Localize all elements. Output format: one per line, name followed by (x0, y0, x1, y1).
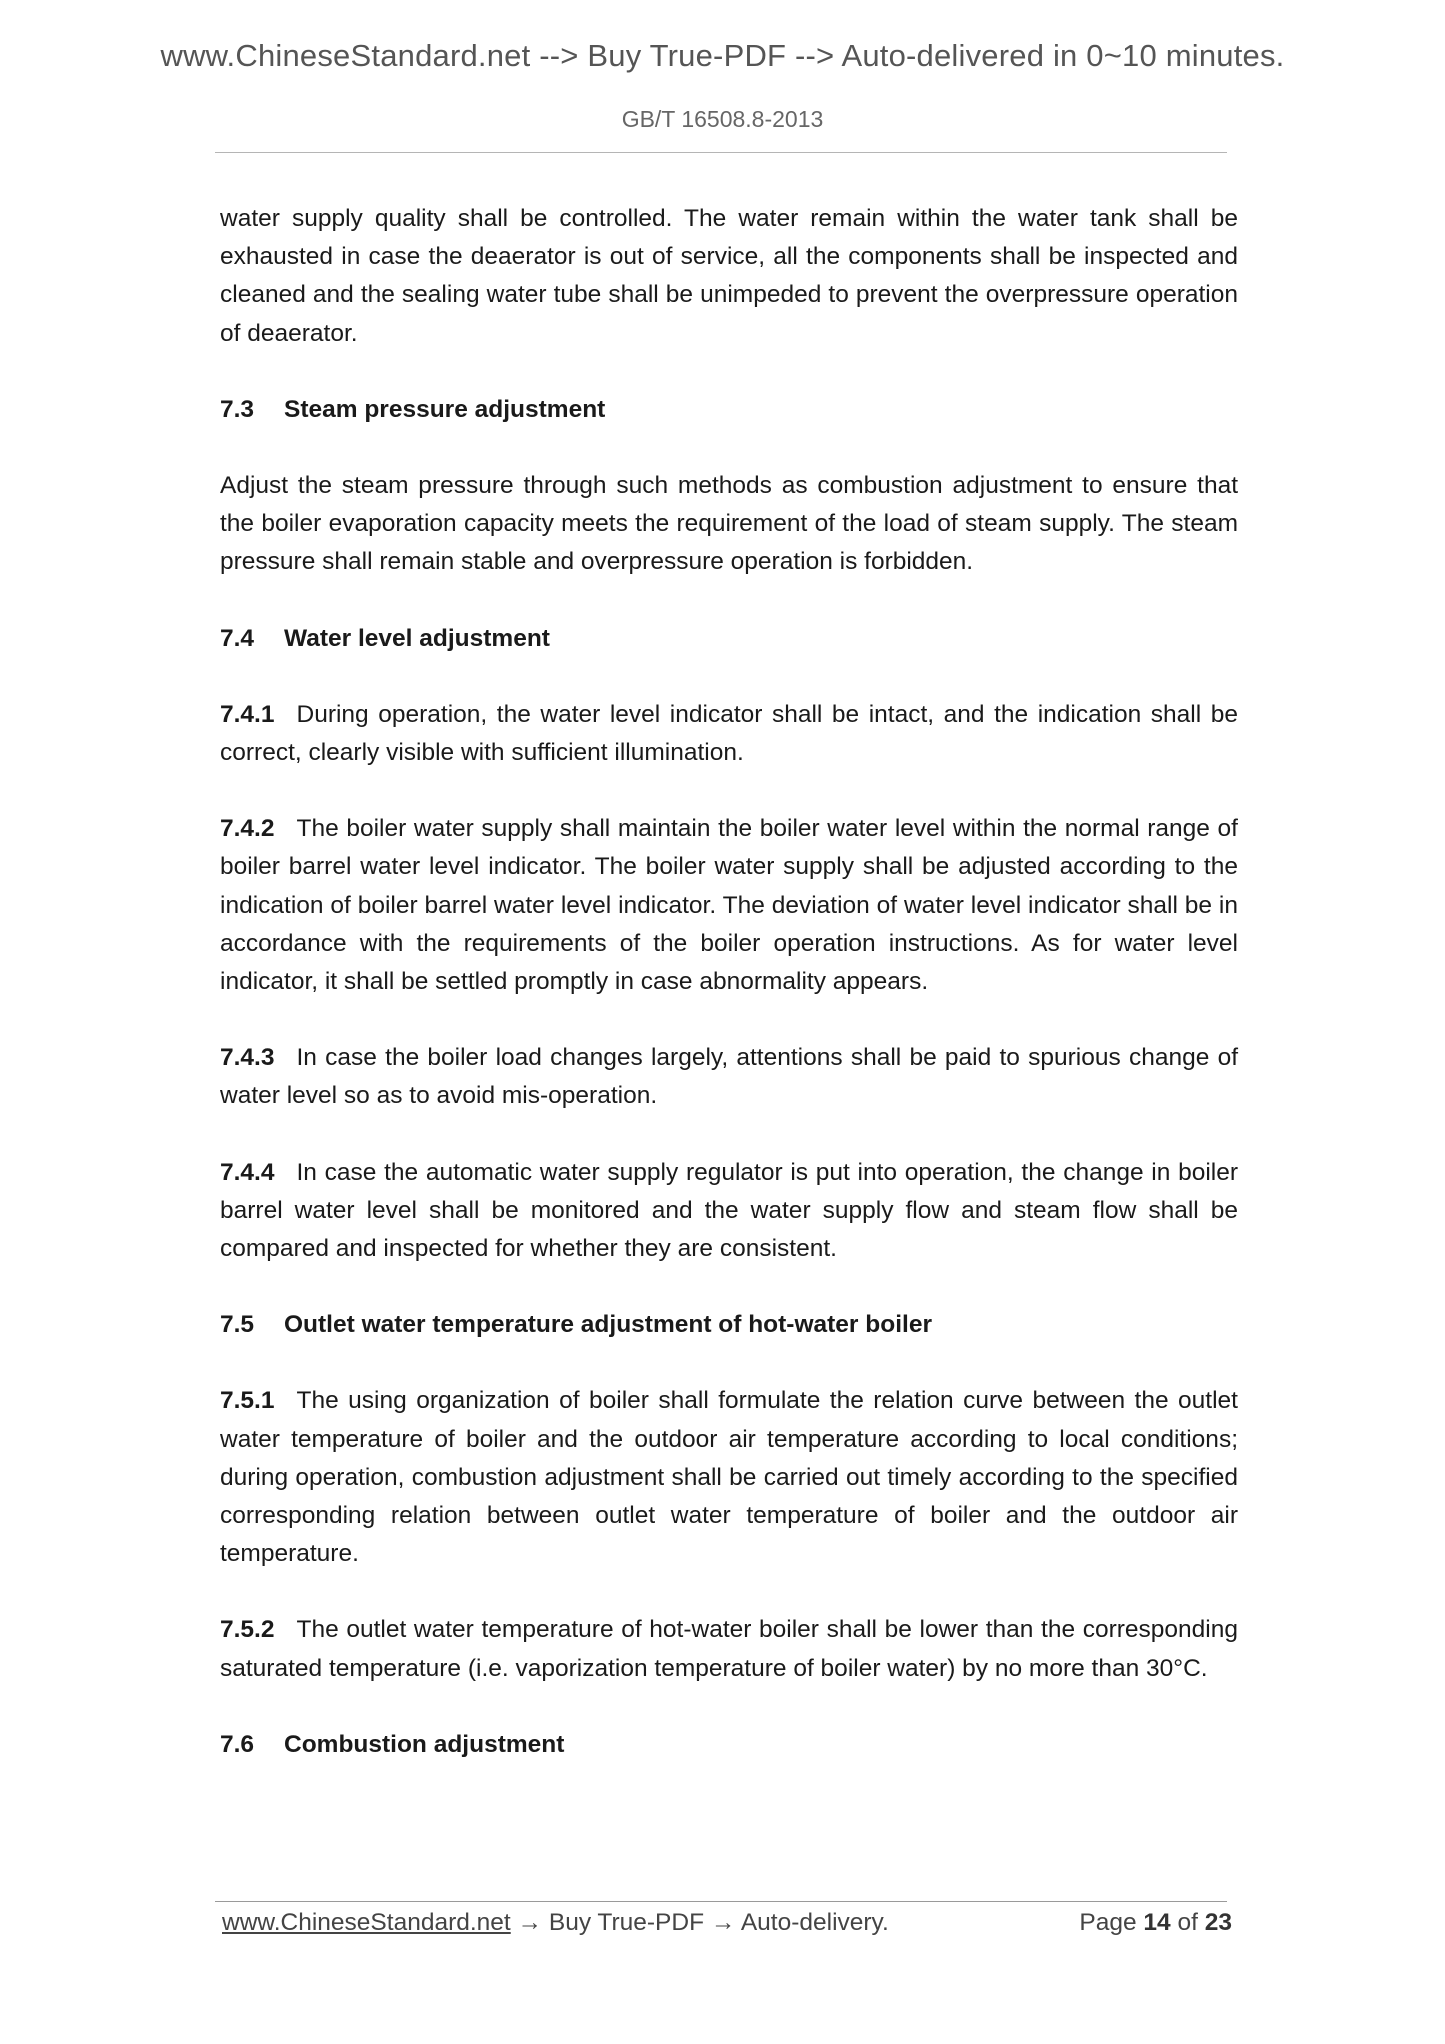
page-current: 14 (1143, 1909, 1171, 1936)
top-banner: www.ChineseStandard.net --> Buy True-PDF --> Auto-delivered in 0~10 minutes. (160, 38, 1285, 73)
section-number: 7.5 (220, 1311, 255, 1339)
paragraph-7-3: Adjust the steam pressure through such methods as combustion adjustment to ensure that the boiler evaporation capacity meets the requirement of the load of steam supply. The steam pressure shall remain stable and overpressure operation is forbidden. (220, 472, 1238, 576)
section-number: 7.4 (220, 624, 255, 652)
header-divider (215, 152, 1227, 153)
paragraph-intro: water supply quality shall be controlled. The water remain within the water tank shall be exhausted in case the deaerator is out of service, all the components shall be inspected and cleaned and the sealing water tube shall be unimpeded to prevent the overpressure operation of deaerator. (220, 205, 1238, 347)
clause-7-4-2 (220, 810, 1238, 1001)
page-footer (222, 1906, 1232, 1940)
page-indicator (1079, 1906, 1232, 1940)
section-heading-7-5 (220, 1306, 1238, 1344)
page-total: 23 (1204, 1909, 1232, 1936)
clause-number: 7.4.3 (220, 1044, 275, 1072)
clause-number: 7.4.1 (220, 700, 275, 728)
clause-number: 7.5.1 (220, 1387, 275, 1415)
clause-number: 7.5.2 (220, 1616, 275, 1644)
clause-text: The using organization of boiler shall formulate the relation curve between the outlet water temperature of boiler and the outdoor air temperature according to local conditions; during operation, combustion adjustment shall be carried out timely according to the specified corresponding relation between outlet water temperature of boiler and the outdoor air temperature. (220, 1387, 1238, 1568)
clause-7-4-1 (220, 696, 1238, 772)
footer-website-link[interactable]: www.ChineseStandard.net (222, 1909, 511, 1936)
page-label: Page (1079, 1909, 1137, 1936)
footer-tagline: → Buy True-PDF → Auto-delivery. (517, 1909, 889, 1936)
clause-text: During operation, the water level indicator shall be intact, and the indication shall be correct, clearly visible with sufficient illumination. (220, 700, 1238, 767)
clause-7-4-3 (220, 1039, 1238, 1115)
clause-text: In case the automatic water supply regulator is put into operation, the change in boiler barrel water level shall be monitored and the water supply flow and steam flow shall be compared and inspected for whether they are consistent. (220, 1158, 1238, 1263)
section-heading-7-4 (220, 620, 1238, 658)
clause-text: The boiler water supply shall maintain the boiler water level within the normal range of boiler barrel water level indicator. The boiler water supply shall be adjusted according to the indication of boiler barrel water level indicator. The deviation of water level indicator shall be in accordance with the requirements of the boiler operation instructions. As for water level indicator, it shall be settled promptly in case abnormality appears. (220, 815, 1238, 996)
page-of-label: of (1177, 1909, 1198, 1936)
clause-text: In case the boiler load changes largely, attentions shall be paid to spurious change of water level so as to avoid mis-operation. (220, 1044, 1238, 1110)
clause-number: 7.4.4 (220, 1158, 275, 1186)
standard-code: GB/T 16508.8-2013 (621, 106, 824, 132)
clause-7-4-4 (220, 1154, 1238, 1269)
clause-7-5-1 (220, 1382, 1238, 1573)
section-title: Combustion adjustment (284, 1730, 565, 1758)
section-title: Outlet water temperature adjustment of hot-water boiler (284, 1311, 932, 1339)
section-heading-7-3 (220, 391, 1238, 429)
section-title: Water level adjustment (284, 624, 550, 652)
section-heading-7-6 (220, 1726, 1238, 1764)
page-content (220, 200, 1238, 1802)
clause-7-5-2 (220, 1611, 1238, 1687)
section-title: Steam pressure adjustment (284, 395, 606, 423)
clause-number: 7.4.2 (220, 815, 275, 843)
footer-divider (215, 1901, 1227, 1902)
section-number: 7.3 (220, 395, 255, 423)
section-number: 7.6 (220, 1730, 255, 1758)
clause-text: The outlet water temperature of hot-water boiler shall be lower than the corresponding saturated temperature (i.e. vaporization temperature of boiler water) by no more than 30°C. (220, 1616, 1238, 1682)
